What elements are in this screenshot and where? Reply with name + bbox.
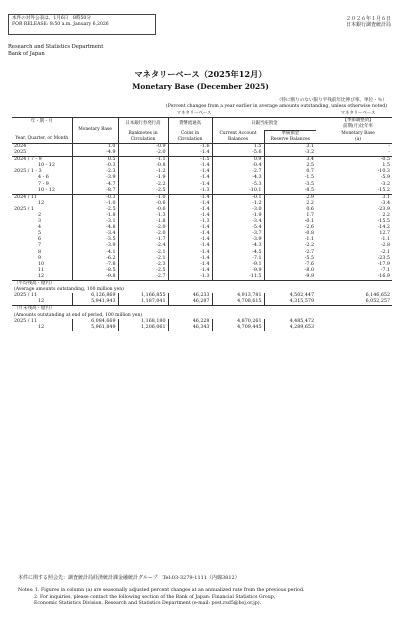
cell-coin: 46,287 (168, 299, 212, 306)
department-name: Research and Statistics Department (8, 44, 104, 50)
cell-cur: -4.3 (212, 243, 264, 249)
cell-bn: -1.7 (118, 237, 168, 243)
bracket-left-icon: 【 (342, 118, 348, 124)
cell-cur: -3.7 (212, 231, 264, 237)
cell-coin: -1.3 (168, 274, 212, 281)
cell-res: 3.4 (264, 157, 316, 164)
row-label: 11 (38, 267, 45, 273)
department-block (8, 44, 103, 58)
row-label: 2025 / 1 (14, 206, 34, 212)
cell-cur: -2.7 (212, 169, 264, 175)
cell-mb: -1.8 (72, 213, 118, 219)
cell-mb: -2.5 (72, 207, 118, 213)
cell-res: -0.1 (264, 219, 316, 225)
gap-cell (316, 274, 324, 281)
cell-sa: -10.3 (377, 169, 390, 175)
cell-mb: 6,084,669 (72, 319, 118, 325)
page-title-jp: マネタリーベース（2025年12月） (134, 69, 267, 79)
cell-res: 4,485,472 (264, 319, 316, 325)
cell-bn: 1,187,041 (118, 299, 168, 306)
table-row (12, 188, 392, 195)
note-2: 2. For inquiries, please contact the following section of the Bank of Japan: Financial Statistics Group, (34, 594, 276, 600)
gap-cell (316, 299, 324, 306)
row-label: 4 (38, 225, 42, 231)
gap-cell (316, 188, 324, 195)
cell-mb: -0.3 (72, 163, 118, 169)
cell-mb: -3.9 (72, 175, 118, 181)
avg-section-title-en: (Average amounts outstanding, 100 million yen) (14, 287, 124, 293)
cell-bn: -1.9 (118, 175, 168, 181)
header-reserve-en: Reserve Balances (264, 137, 316, 144)
cell-mb: 5,961,849 (72, 325, 118, 331)
note-3: Economic Statistics Division, Research and Statistics Department (e-mail: post.rsd5@boj.or.jp). (34, 601, 262, 607)
cell-mb: -8.5 (72, 268, 118, 274)
header-banknotes-en: Banknotes in Circulation (118, 130, 168, 143)
avg-section-title-jp: （平均残高・億円） (14, 281, 55, 287)
cell-sa: -1.1 (380, 237, 390, 243)
cell-coin: -1.4 (168, 262, 212, 268)
end-section-title-en: (Amounts outstanding at end of period, 100 million yen) (14, 312, 143, 318)
cell-cur: 0.9 (212, 157, 264, 164)
table-row (12, 299, 392, 306)
row-label: 2024 (14, 143, 27, 149)
cell-coin: 46,343 (168, 325, 212, 331)
cell-cur: 4,708,615 (212, 299, 264, 306)
cell-sa (324, 325, 392, 331)
cell-res: 3.1 (264, 143, 316, 150)
cell-bn: -1.2 (118, 169, 168, 175)
cell-mb: -3.5 (72, 237, 118, 243)
cell-mb: -4.1 (72, 250, 118, 256)
cell-sa: -5.9 (380, 175, 390, 181)
gap-cell (316, 143, 324, 150)
cell-sa: -2.8 (380, 243, 390, 249)
cell-bn: -2.5 (118, 188, 168, 195)
page-title-en: Monetary Base (December 2025) (132, 82, 269, 91)
cell-mb: -4.8 (72, 225, 118, 231)
cell-sa: -14.2 (377, 225, 390, 231)
cell-cur: -4.3 (212, 175, 264, 181)
header-banknotes-jp: 日本銀行券発行高 (118, 118, 168, 131)
cell-cur: -10.1 (212, 188, 264, 195)
cell-res: -8.5 (264, 188, 316, 195)
cell-coin: 46,228 (168, 319, 212, 325)
cell-sa: -17.9 (377, 261, 390, 267)
cell-cur: -3.0 (212, 207, 264, 213)
cell-res: -7.6 (264, 262, 316, 268)
cell-sa: -15.5 (377, 219, 390, 225)
cell-res: 2.5 (264, 163, 316, 169)
cell-bn: -2.1 (118, 256, 168, 262)
header-sa-en-col: (a) (354, 136, 362, 142)
row-label: 7 - 9 (38, 181, 49, 187)
row-label: 2025 / 11 (14, 318, 37, 324)
cell-sa: 3.1 (382, 194, 390, 200)
cell-coin: -1.4 (168, 243, 212, 249)
cell-coin: 46,233 (168, 293, 212, 299)
cell-bn: -2.5 (118, 268, 168, 274)
cell-mb: -7.8 (72, 262, 118, 268)
row-label: 5 (38, 231, 42, 237)
row-label: 12 (38, 299, 45, 305)
header-mb: Monetary Base (72, 118, 118, 144)
cell-sa: - (388, 150, 390, 156)
header-current-en: Current Account Balances (212, 130, 264, 143)
bracket-right-icon: 】 (368, 118, 374, 124)
header-sa-jp3: 前期(月)比年率 (343, 124, 373, 130)
cell-cur: -3.9 (212, 237, 264, 243)
cell-coin: -1.5 (168, 157, 212, 164)
monetary-base-table (12, 111, 392, 331)
cell-coin: -1.4 (168, 169, 212, 175)
cell-bn: -2.3 (118, 262, 168, 268)
header-sa-jp (324, 118, 392, 131)
cell-bn: -2.1 (118, 250, 168, 256)
cell-coin: -1.4 (168, 268, 212, 274)
header-period-jp: 年・期・月 (30, 119, 53, 125)
cell-res: 4,502,447 (264, 293, 316, 299)
cell-bn: 1,206,061 (118, 325, 168, 331)
cell-mb: 1.0 (72, 143, 118, 150)
cell-bn: -2.4 (118, 243, 168, 249)
table-row (12, 274, 392, 281)
cell-res: -5.5 (264, 256, 316, 262)
cell-cur: -9.9 (212, 268, 264, 274)
header-mb-group: マネタリーベース (176, 111, 212, 116)
cell-sa: -15.2 (377, 187, 390, 193)
cell-bn: -1.3 (118, 213, 168, 219)
header-sa-en-label: Monetary Base (341, 130, 375, 136)
cell-sa: -23.9 (377, 206, 390, 212)
cell-res: 0.7 (264, 169, 316, 175)
cell-cur: -7.1 (212, 256, 264, 262)
cell-bn: 1,166,855 (118, 293, 168, 299)
row-label: 7 (38, 243, 42, 249)
cell-cur: -1.2 (212, 201, 264, 207)
row-label: 6 (38, 237, 42, 243)
table-row (12, 150, 392, 157)
gap-cell (316, 157, 324, 164)
cell-sa: -2.1 (380, 249, 390, 255)
cell-coin: -1.4 (168, 256, 212, 262)
row-label: 10 - 12 (38, 163, 55, 169)
row-label: 4 - 6 (38, 175, 49, 181)
cell-sa: -3.2 (380, 181, 390, 187)
cell-sa: -0.5 (380, 157, 390, 163)
contact-info: 本件に関する照会先：調査統計局経済統計課金融統計グループ Tel:03-3279-1111（内線3812） (18, 575, 240, 581)
unit-note-en: (Percent changes from a year earlier in average amounts outstanding, unless otherwise noted) (165, 104, 387, 109)
row-label: 10 - 12 (38, 187, 55, 193)
cell-cur: -0.4 (212, 163, 264, 169)
unit-note-jp: （特に断りのない限り平残前年比伸び率、単位・％） (276, 98, 387, 103)
cell-cur: -1.9 (212, 213, 264, 219)
cell-res: -9.9 (264, 274, 316, 281)
cell-mb: -3.4 (72, 231, 118, 237)
cell-mb: -9.8 (72, 274, 118, 281)
cell-mb: -0.3 (72, 194, 118, 201)
row-label: 3 (38, 219, 42, 225)
cell-bn: -2.0 (118, 150, 168, 157)
cell-bn: -0.8 (118, 163, 168, 169)
header-period (12, 118, 72, 144)
cell-cur: -9.1 (212, 262, 264, 268)
header-coins-en: Coins in Circulation (168, 130, 212, 143)
release-date: ２０２６年１月６日 (345, 16, 391, 22)
row-label: 12 (38, 324, 45, 330)
cell-bn: -2.0 (118, 225, 168, 231)
cell-coin: -1.4 (168, 150, 212, 157)
cell-mb: 6,126,869 (72, 293, 118, 299)
cell-res: -3.2 (264, 150, 316, 157)
cell-coin: -1.3 (168, 188, 212, 195)
cell-coin: -1.4 (168, 213, 212, 219)
cell-res: 2.9 (264, 194, 316, 201)
row-label: 9 (38, 255, 42, 261)
notes-block (18, 588, 388, 608)
cell-sa: 6,052,257 (365, 299, 390, 305)
embargo-notice (8, 14, 156, 35)
note-1: Notes: 1. Figures in column (a) are seasonally adjusted percent changes at an annualized rate from the previous period. (18, 588, 305, 593)
cell-cur: 4,709,445 (212, 325, 264, 331)
cell-coin: -1.4 (168, 207, 212, 213)
cell-sa: -16.9 (377, 273, 390, 279)
cell-res: -1.5 (264, 175, 316, 181)
cell-res: 1.7 (264, 213, 316, 219)
cell-bn: -2.7 (118, 274, 168, 281)
embargo-jp: 本件の対外公表は、1月6日 8時50分 (12, 16, 91, 21)
cell-bn: 1,168,180 (118, 319, 168, 325)
header-sa-jp2: 季節調整済 (347, 118, 369, 124)
cell-cur: -0.1 (212, 194, 264, 201)
cell-res: -8.0 (264, 268, 316, 274)
cell-bn: -1.8 (118, 219, 168, 225)
cell-coin: -1.4 (168, 194, 212, 201)
cell-res: -2.7 (264, 250, 316, 256)
row-label: 12 (38, 273, 45, 279)
cell-bn: -1.1 (118, 157, 168, 164)
cell-coin: -1.4 (168, 201, 212, 207)
cell-mb: -4.9 (72, 150, 118, 157)
cell-res: -0.8 (264, 231, 316, 237)
cell-bn: -0.6 (118, 201, 168, 207)
gap-cell (316, 150, 324, 157)
cell-res: -2.2 (264, 243, 316, 249)
row-label: 10 (38, 261, 45, 267)
cell-sa: 6,146,652 (365, 293, 390, 299)
cell-sa: - (388, 143, 390, 149)
cell-mb: -1.0 (72, 201, 118, 207)
release-issuer: 日本銀行調査統計局 (345, 22, 391, 29)
release-info (346, 16, 391, 29)
cell-cur: -5.3 (212, 182, 264, 188)
cell-sa: 12.7 (379, 231, 390, 237)
cell-mb: -3.9 (72, 243, 118, 249)
bank-name: Bank of Japan (8, 50, 45, 57)
cell-cur: -3.4 (212, 219, 264, 225)
gap-cell (316, 325, 324, 331)
row-label: 2025 / 11 (14, 293, 37, 299)
cell-bn: -2.0 (118, 231, 168, 237)
cell-cur: -4.5 (212, 250, 264, 256)
cell-coin: -1.4 (168, 237, 212, 243)
cell-sa: -3.4 (380, 200, 390, 206)
cell-res: 0.6 (264, 207, 316, 213)
cell-res: 4,315,579 (264, 299, 316, 306)
header-period-en: Year, Quarter, or Month (15, 135, 69, 141)
cell-mb: -2.3 (72, 169, 118, 175)
cell-coin: -1.3 (168, 219, 212, 225)
cell-res: -2.6 (264, 225, 316, 231)
header-current-jp: 日銀当座預金 (212, 118, 316, 131)
embargo-en: FOR RELEASE: 8:50 a.m. January 6,2026 (12, 22, 109, 28)
cell-res: -1.1 (264, 237, 316, 243)
cell-cur: -5.4 (212, 225, 264, 231)
cell-bn: -2.2 (118, 182, 168, 188)
cell-res: 4,289,653 (264, 325, 316, 331)
cell-res: -3.5 (264, 182, 316, 188)
cell-sa: -7.1 (380, 267, 390, 273)
cell-mb: -4.7 (72, 182, 118, 188)
cell-cur: 1.5 (212, 143, 264, 150)
end-section-title-jp: （月末残高・億円） (14, 306, 55, 312)
cell-cur: 4,870,261 (212, 319, 264, 325)
row-label: 2024 / 11 (14, 194, 37, 200)
row-label: 12 (38, 200, 45, 206)
cell-bn: -1.0 (118, 194, 168, 201)
header-sa-jp1: マネタリーベース (340, 111, 376, 116)
cell-mb: -3.1 (72, 219, 118, 225)
cell-sa: 1.5 (382, 163, 390, 169)
row-label: 2 (38, 213, 42, 218)
row-label: 2025 / 1 - 3 (14, 169, 42, 175)
cell-bn: -0.6 (118, 207, 168, 213)
row-label: 8 (38, 249, 42, 255)
cell-cur: 4,913,781 (212, 293, 264, 299)
header-sa-en (324, 130, 392, 143)
cell-bn: -0.9 (118, 143, 168, 150)
table-row (12, 194, 392, 201)
cell-cur: -11.5 (212, 274, 264, 281)
cell-coin: -1.4 (168, 175, 212, 181)
cell-coin: -1.4 (168, 231, 212, 237)
cell-mb: -6.2 (72, 256, 118, 262)
cell-mb: -8.7 (72, 188, 118, 195)
row-label: 2024 / 7 - 9 (14, 157, 42, 163)
cell-mb: 5,941,943 (72, 299, 118, 306)
header-reserve-jp: 準備預金 (264, 130, 316, 137)
table-row (12, 325, 392, 331)
cell-sa: -23.5 (377, 255, 390, 261)
gap-cell (316, 194, 324, 201)
header-coins-jp: 貨幣流通高 (168, 118, 212, 131)
cell-cur: -5.6 (212, 150, 264, 157)
cell-coin: -1.4 (168, 225, 212, 231)
cell-coin: -1.4 (168, 250, 212, 256)
cell-coin: -1.4 (168, 182, 212, 188)
row-label: 2025 (14, 150, 27, 156)
cell-mb: 0.5 (72, 157, 118, 164)
cell-res: 2.2 (264, 201, 316, 207)
cell-sa: 2.2 (382, 213, 390, 218)
cell-coin: -1.6 (168, 143, 212, 150)
cell-coin: -1.4 (168, 163, 212, 169)
